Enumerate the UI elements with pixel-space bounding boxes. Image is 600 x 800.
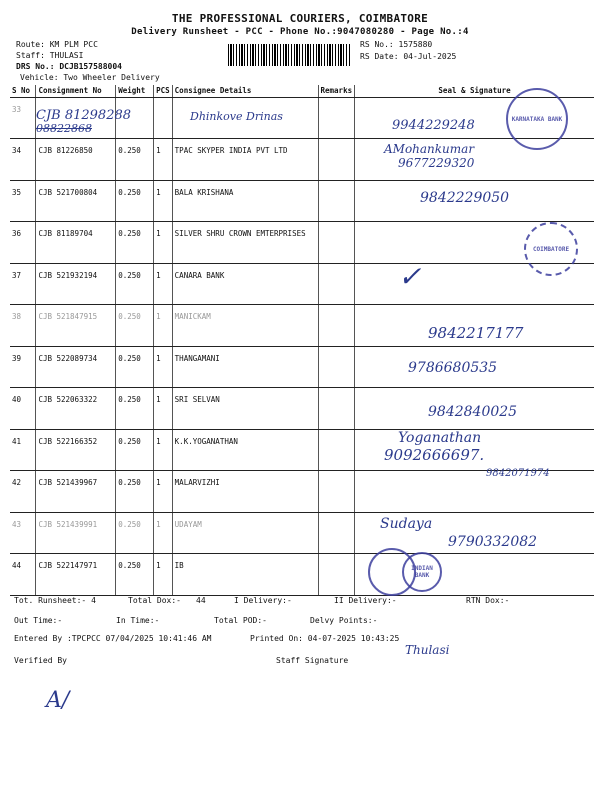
row-consignment [36,263,116,305]
row-weight [116,222,154,264]
delvy-points: Delvy Points:- [310,616,378,625]
verified-by: Verified By [14,656,67,665]
row-weight [116,346,154,388]
row-remarks [318,471,355,513]
hand-sig-35: 9842229050 [420,190,510,206]
row-weight [116,180,154,222]
verifier-initials: A/ [46,688,70,713]
row-consignment [36,554,116,596]
col-pcs: PCS [154,85,173,97]
row-consignee-text: CANARA BANK [174,270,225,280]
row-consignee-text: K.K.YOGANATHAN [174,436,238,446]
row-sno [10,429,36,471]
row-consignee [172,388,318,430]
row-consignment-text [38,98,113,105]
row-consignment-text: CJB 522089734 [38,353,98,363]
row-pcs-text [156,98,170,105]
rtn-dox: RTN Dox:- [466,596,510,605]
row-sno-text: 44 [12,561,22,570]
row-sno [10,346,36,388]
entered-by: Entered By :TPCPCC 07/04/2025 10:41:46 AM [14,634,212,643]
row-consignee-text: BALA KRISHANA [174,187,234,197]
table-row [10,139,594,181]
row-pcs-text: 1 [156,478,161,487]
row-weight [116,471,154,513]
row-pcs-text: 1 [156,395,161,404]
row-consignee-text [175,98,316,105]
row-remarks [318,263,355,305]
row-sno-text: 33 [12,104,22,114]
row-sno-text: 37 [12,270,22,280]
row-sno-text: 41 [12,436,22,446]
row-pcs [154,305,173,347]
hand-name-34: AMohankumar [384,142,475,156]
row-consignment [36,305,116,347]
col-consignee: Consignee Details [172,85,318,97]
row-weight-text: 0.250 [118,146,141,155]
row-consignment [36,180,116,222]
row-weight-text: 0.250 [118,436,141,446]
row-consignee-text: IB [174,561,184,570]
table-row [10,222,594,264]
row-consignee [172,180,318,222]
row-weight-text: 0.250 [118,187,141,197]
row-sno [10,139,36,181]
company-title: THE PROFESSIONAL COURIERS, COIMBATORE [171,12,429,25]
hand-phone-34: 9677229320 [398,156,475,170]
row-consignment [36,512,116,554]
row-remarks [318,305,355,347]
row-consignee-text: MALARVIZHI [174,478,220,487]
col-signature: Seal & Signature [355,85,594,97]
row-sno-text: 36 [12,229,22,238]
hand-name-41: Yoganathan [398,430,482,446]
row-consignee [172,512,318,554]
row-consignee-text: THANGAMANI [174,353,220,363]
hand-cons-33b: 08822868 [36,122,92,135]
table-header-row [10,85,594,97]
row-consignee [172,554,318,596]
drs-number: DRS No.: DCJB157588004 [16,62,122,71]
row-pcs [154,97,173,139]
row-pcs-text: 1 [156,353,161,363]
hand-sig-37: ✓ [398,260,422,293]
row-consignee-text: MANICKAM [174,312,211,321]
row-weight-text: 0.250 [118,561,141,570]
hand-phone-42: 9842071974 [486,468,550,479]
row-consignment-text: CJB 81226850 [38,146,93,155]
row-remarks [318,180,355,222]
row-consignment [36,388,116,430]
row-pcs [154,346,173,388]
row-weight [116,512,154,554]
row-consignee-text: UDAYAM [174,519,202,529]
row-pcs-text: 1 [156,519,161,529]
hand-details-33: Dhinkove Drinas [190,110,283,123]
out-time: Out Time:- [14,616,63,625]
row-weight [116,388,154,430]
row-sno [10,97,36,139]
row-consignee [172,139,318,181]
printed-on: Printed On: 04-07-2025 10:43:25 [250,634,400,643]
row-consignee-text: TPAC SKYPER INDIA PVT LTD [174,146,288,155]
row-weight-text: 0.250 [118,312,141,321]
row-consignee [172,471,318,513]
bank-stamp-bottom: INDIAN BANK [402,552,442,592]
row-sno [10,388,36,430]
row-sno-text: 34 [12,146,22,155]
col-sno: S No [10,85,36,97]
row-weight [116,429,154,471]
row-pcs [154,429,173,471]
table-row [10,346,594,388]
col-weight: Weight [116,85,154,97]
in-time: In Time:- [116,616,160,625]
row-remarks [318,139,355,181]
row-remarks [318,346,355,388]
hand-name-43: Sudaya [380,516,433,532]
row-weight-text [118,98,151,105]
row-weight-text: 0.250 [118,353,141,363]
row-pcs [154,554,173,596]
row-sno [10,512,36,554]
row-pcs-text: 1 [156,312,161,321]
row-sno [10,471,36,513]
row-consignment [36,429,116,471]
staff-signature-label: Staff Signature [276,656,349,665]
row-weight-text: 0.250 [118,519,141,529]
row-pcs-text: 1 [156,561,161,570]
rs-date: RS Date: 04-Jul-2025 [360,52,457,61]
staff-label: Staff: THULASI [16,51,84,60]
hand-phone-43: 9790332082 [448,534,538,550]
row-consignee [172,346,318,388]
row-sno [10,222,36,264]
row-weight-text: 0.250 [118,270,141,280]
hand-phone-39: 9786680535 [408,360,498,376]
hand-phone-38: 9842217177 [428,324,524,342]
row-sno-text: 38 [12,312,22,321]
row-pcs-text: 1 [156,187,161,197]
row-remarks [318,512,355,554]
row-pcs-text: 1 [156,229,161,238]
row-consignment-text: CJB 521439991 [38,519,98,529]
row-weight [116,139,154,181]
row-remarks [318,554,355,596]
row-consignment-text: CJB 521847915 [38,312,98,321]
row-sno [10,554,36,596]
hand-cons-33: CJB 81298288 [36,108,132,123]
row-sno [10,305,36,347]
row-remarks [318,388,355,430]
row-weight [116,305,154,347]
staff-handwritten-signature: Thulasi [405,643,450,657]
row-weight [116,554,154,596]
row-consignment [36,222,116,264]
row-consignment-text: CJB 521700804 [38,187,98,197]
runsheet-subtitle: Delivery Runsheet - PCC - Phone No.:9047080280 - Page No.:4 [131,27,469,37]
i-delivery: I Delivery:- [234,596,292,605]
row-pcs-text: 1 [156,436,161,446]
row-remarks [318,97,355,139]
row-weight-text: 0.250 [118,395,141,404]
row-sno [10,263,36,305]
row-pcs [154,139,173,181]
total-dox-label: Total Dox:- [128,596,181,605]
row-pcs [154,180,173,222]
row-consignment-text: CJB 521439967 [38,478,98,487]
row-consignment-text: CJB 522147971 [38,561,98,570]
hand-phone-41: 9092666697. [384,446,485,464]
row-consignment [36,471,116,513]
row-consignee [172,263,318,305]
row-weight-text: 0.250 [118,229,141,238]
row-consignment-text: CJB 521932194 [38,270,98,280]
ii-delivery: II Delivery:- [334,596,397,605]
row-signature [355,471,594,513]
row-pcs-text: 1 [156,146,161,155]
row-sno [10,180,36,222]
row-sno-text: 39 [12,353,22,363]
table-row [10,429,594,471]
table-row [10,554,594,596]
bank-stamp-top: KARNATAKA BANK [506,88,568,150]
row-consignee-text: SILVER SHRU CROWN EMTERPRISES [174,229,306,238]
row-pcs-text: 1 [156,270,161,280]
barcode [228,44,350,66]
table-row [10,263,594,305]
row-consignment [36,346,116,388]
row-consignee-text: SRI SELVAN [174,395,220,404]
row-sno-text: 43 [12,519,22,529]
row-pcs [154,388,173,430]
row-pcs [154,222,173,264]
row-sno-text: 42 [12,478,22,487]
row-consignment [36,139,116,181]
row-pcs [154,263,173,305]
vehicle-label: Vehicle: Two Wheeler Delivery [20,73,160,82]
col-consignment: Consignment No [36,85,116,97]
row-weight-text: 0.250 [118,478,141,487]
rs-number: RS No.: 1575880 [360,40,433,49]
row-consignee [172,222,318,264]
route-label: Route: KM PLM PCC [16,40,98,49]
total-pod: Total POD:- [214,616,267,625]
row-consignment-text: CJB 522166352 [38,436,98,446]
hand-sig-33: 9944229248 [392,118,475,133]
total-dox-value: 44 [196,596,206,605]
row-pcs [154,471,173,513]
hand-phone-40: 9842840025 [428,404,518,420]
row-consignment-text: CJB 81189704 [38,229,93,238]
row-sno-text: 40 [12,395,22,404]
row-consignment-text: CJB 522063322 [38,395,98,404]
row-pcs [154,512,173,554]
row-consignee [172,429,318,471]
row-weight [116,263,154,305]
tot-runsheet: Tot. Runsheet:- 4 [14,596,96,605]
row-consignee [172,305,318,347]
row-remarks [318,222,355,264]
row-remarks [318,429,355,471]
col-remarks: Remarks [318,85,355,97]
bank-stamp-mid: COIMBATORE [524,222,578,276]
row-sno-text: 35 [12,187,22,197]
